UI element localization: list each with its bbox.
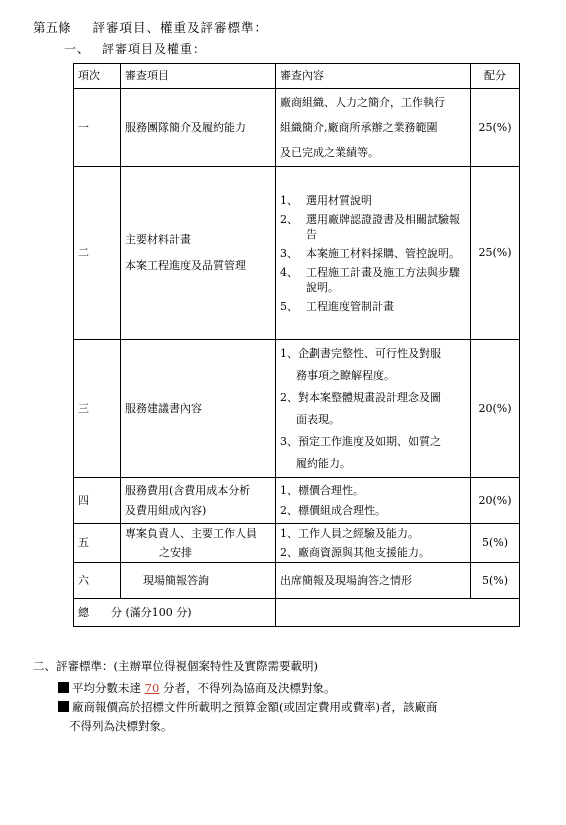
item-line: 主要材料計畫 [125,233,191,246]
content-line: 廠商組織、人力之簡介，工作執行 [280,96,445,109]
row-no: 三 [74,340,121,478]
row-no: 二 [74,167,121,340]
content-line: 組織簡介,廠商所承辦之業務範圍 [280,121,438,134]
item-line: 及費用組成內容) [125,503,207,517]
total-cell [74,599,276,627]
content-line: 1、工作人員之經驗及能力。 [280,527,419,540]
row-score: 20(%) [471,340,520,478]
header-score: 配分 [471,64,520,89]
total-text: 分 (滿分100 分) [111,605,192,619]
list-item: 5、 工程進度管制計畫 [280,299,394,313]
scoring-table [73,63,520,627]
bullet-continuation: 不得列為決標對象。 [69,719,173,733]
row-score: 25(%) [471,167,520,340]
row-item [121,478,276,524]
row-item: 服務建議書內容 [121,340,276,478]
list-item-line: 3、預定工作進度及如期、如質之 [280,434,441,448]
row-content [276,340,471,478]
content-line: 1、標價合理性。 [280,483,364,497]
list-item: 4、 工程施工計畫及施工方法與步驟說明。 [280,265,460,294]
row-score: 5(%) [471,563,520,599]
article-title: 評審項目、權重及評審標準： [92,20,269,35]
row-score: 25(%) [471,89,520,167]
row-score: 5(%) [471,524,520,563]
item-line: 之安排 [159,546,192,559]
list-item-line: 2、對本案整體規畫設計理念及圖 [280,390,441,404]
row-content: 出席簡報及現場詢答之情形 [276,563,471,599]
square-bullet-icon [58,682,69,693]
section1-heading [64,40,206,57]
table-row [74,563,520,599]
list-item: 1、 選用材質說明 [280,193,372,207]
row-item: 現場簡報答詢 [121,563,276,599]
item-line: 服務費用(含費用成本分析 [125,483,251,497]
section1-number: 一、 [64,42,91,56]
row-content [276,478,471,524]
row-no: 一 [74,89,121,167]
content-line: 2、標價組成合理性。 [280,503,386,517]
list-item-line: 務事項之瞭解程度。 [296,368,395,382]
list-item-line: 1、企劃書完整性、可行性及對服 [280,346,441,360]
content-line: 及已完成之業績等。 [280,146,379,159]
square-bullet-icon [58,701,69,712]
list-item: 2、 選用廠牌認證證書及相關試驗報告 [280,212,460,241]
row-content [276,524,471,563]
list-item: 3、 本案施工材料採購、管控說明。 [280,246,460,260]
row-no: 四 [74,478,121,524]
table-row [74,89,520,167]
header-item: 審查項目 [121,64,276,89]
row-score: 20(%) [471,478,520,524]
bullet-item: 平均分數未達 70 分者，不得列為協商及決標對象。 [58,680,335,696]
row-item: 服務團隊簡介及履約能力 [121,89,276,167]
article-number: 第五條 [33,20,71,35]
table-row [74,524,520,563]
article-heading [33,18,268,36]
list-item-line: 面表現。 [296,412,340,426]
header-no: 項次 [74,64,121,89]
total-label: 總 [78,605,89,619]
total-row [74,599,520,627]
total-value-cell [276,599,520,627]
row-content [276,167,471,340]
threshold-score: 70 [144,681,160,695]
row-no: 六 [74,563,121,599]
table-row [74,340,520,478]
table-row [74,167,520,340]
row-no: 五 [74,524,121,563]
content-line: 2、廠商資源與其他支援能力。 [280,546,430,559]
row-item [121,167,276,340]
row-item [121,524,276,563]
item-line: 本案工程進度及品質管理 [125,259,246,272]
bullet-item: 廠商報價高於招標文件所載明之預算金額(或固定費用或費率)者，該廠商 [58,699,437,715]
header-content: 審查內容 [276,64,471,89]
row-content [276,89,471,167]
table-row [74,478,520,524]
section1-title: 評審項目及權重： [102,42,207,56]
table-header-row [74,64,520,89]
list-item-line: 履約能力。 [296,456,351,470]
item-line: 專案負責人、主要工作人員 [125,527,257,540]
section2-heading: 二、評審標準：(主辦單位得視個案特性及實際需要載明) [33,659,318,673]
